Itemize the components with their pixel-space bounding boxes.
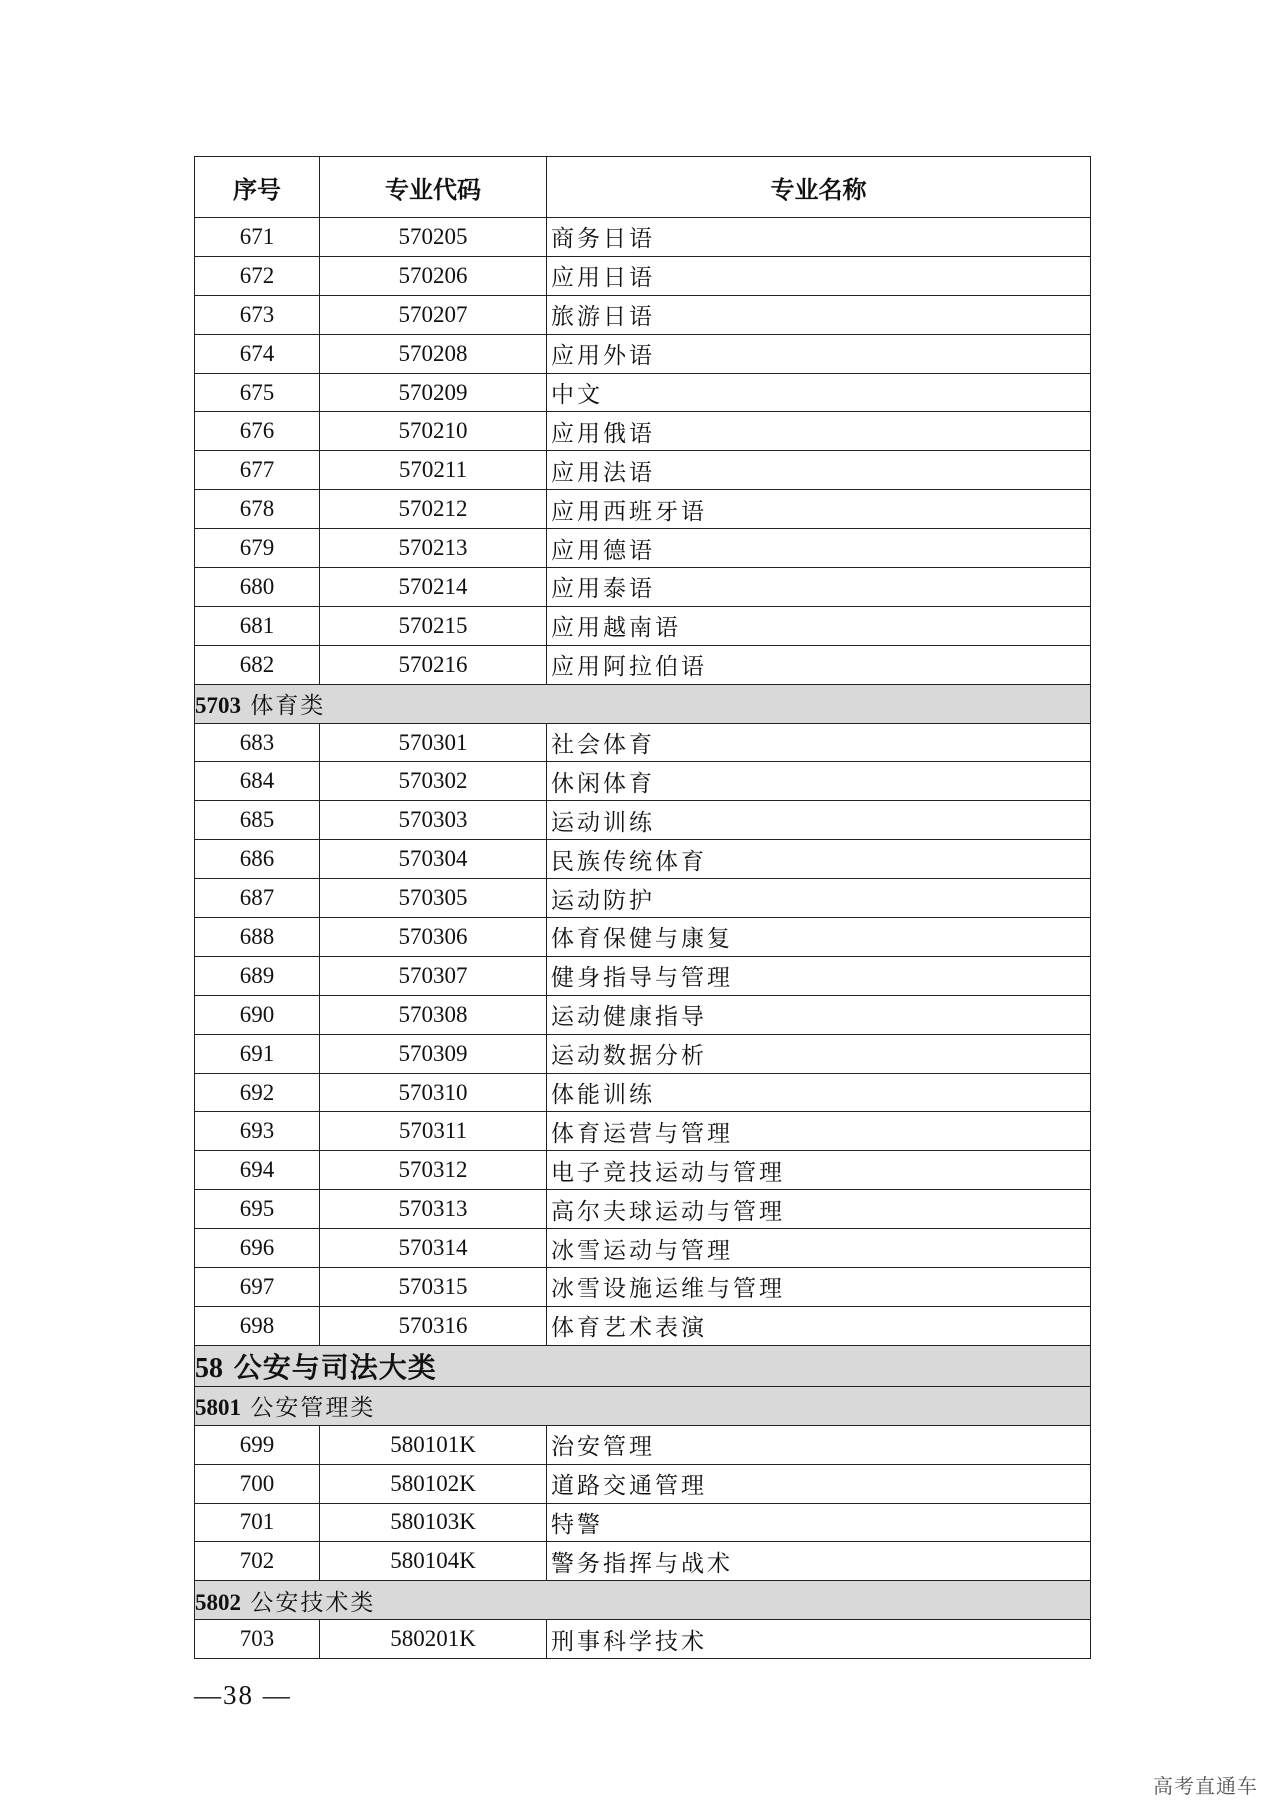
code-cell: 570304 (320, 840, 547, 879)
category-row (195, 1345, 1091, 1386)
table-header-row (195, 157, 1091, 218)
seq-cell: 672 (195, 256, 320, 295)
header-code: 专业代码 (320, 157, 547, 218)
seq-cell: 697 (195, 1268, 320, 1307)
code-cell: 570309 (320, 1034, 547, 1073)
table-row (195, 529, 1091, 568)
name-cell: 冰雪设施运维与管理 (547, 1268, 1091, 1307)
table-row (195, 334, 1091, 373)
code-cell: 570206 (320, 256, 547, 295)
code-cell: 570316 (320, 1306, 547, 1345)
table-row (195, 451, 1091, 490)
seq-cell: 674 (195, 334, 320, 373)
group-code: 5802 (195, 1589, 241, 1615)
code-cell: 570213 (320, 529, 547, 568)
name-cell: 社会体育 (547, 723, 1091, 762)
name-cell: 应用法语 (547, 451, 1091, 490)
code-cell: 570209 (320, 373, 547, 412)
name-cell: 应用俄语 (547, 412, 1091, 451)
code-cell: 580101K (320, 1425, 547, 1464)
group-cell (195, 684, 1091, 723)
seq-cell: 679 (195, 529, 320, 568)
name-cell: 刑事科学技术 (547, 1620, 1091, 1659)
code-cell: 570307 (320, 956, 547, 995)
code-cell: 570311 (320, 1112, 547, 1151)
table-row (195, 412, 1091, 451)
seq-cell: 699 (195, 1425, 320, 1464)
seq-cell: 686 (195, 840, 320, 879)
seq-cell: 684 (195, 762, 320, 801)
table-row (195, 995, 1091, 1034)
name-cell: 冰雪运动与管理 (547, 1229, 1091, 1268)
seq-cell: 692 (195, 1073, 320, 1112)
table-row (195, 218, 1091, 257)
code-cell: 580103K (320, 1503, 547, 1542)
table-row (195, 840, 1091, 879)
code-cell: 570211 (320, 451, 547, 490)
table-row (195, 1151, 1091, 1190)
seq-cell: 694 (195, 1151, 320, 1190)
group-code: 5703 (195, 693, 241, 719)
table-row (195, 568, 1091, 607)
table-row (195, 645, 1091, 684)
code-cell: 570215 (320, 606, 547, 645)
table-row (195, 1112, 1091, 1151)
name-cell: 中文 (547, 373, 1091, 412)
subcategory-row (195, 1386, 1091, 1425)
group-cell (195, 1581, 1091, 1620)
group-cell (195, 1345, 1091, 1386)
seq-cell: 703 (195, 1620, 320, 1659)
seq-cell: 690 (195, 995, 320, 1034)
table-row (195, 256, 1091, 295)
name-cell: 体育运营与管理 (547, 1112, 1091, 1151)
code-cell: 580201K (320, 1620, 547, 1659)
table-row (195, 879, 1091, 918)
code-cell: 570301 (320, 723, 547, 762)
name-cell: 治安管理 (547, 1425, 1091, 1464)
seq-cell: 677 (195, 451, 320, 490)
seq-cell: 683 (195, 723, 320, 762)
name-cell: 运动训练 (547, 801, 1091, 840)
seq-cell: 685 (195, 801, 320, 840)
seq-cell: 673 (195, 295, 320, 334)
seq-cell: 691 (195, 1034, 320, 1073)
seq-cell: 702 (195, 1542, 320, 1581)
table-body (195, 218, 1091, 1659)
table-row (195, 762, 1091, 801)
seq-cell: 680 (195, 568, 320, 607)
name-cell: 运动数据分析 (547, 1034, 1091, 1073)
code-cell: 570312 (320, 1151, 547, 1190)
table-row (195, 490, 1091, 529)
table-row (195, 1503, 1091, 1542)
code-cell: 570212 (320, 490, 547, 529)
seq-cell: 681 (195, 606, 320, 645)
seq-cell: 700 (195, 1464, 320, 1503)
code-cell: 570314 (320, 1229, 547, 1268)
seq-cell: 675 (195, 373, 320, 412)
seq-cell: 695 (195, 1190, 320, 1229)
table-row (195, 918, 1091, 957)
table-row (195, 1620, 1091, 1659)
name-cell: 应用阿拉伯语 (547, 645, 1091, 684)
code-cell: 570315 (320, 1268, 547, 1307)
table-row (195, 723, 1091, 762)
name-cell: 应用日语 (547, 256, 1091, 295)
name-cell: 特警 (547, 1503, 1091, 1542)
table-row (195, 606, 1091, 645)
group-label: 体育类 (250, 693, 326, 720)
table-row (195, 1190, 1091, 1229)
seq-cell: 682 (195, 645, 320, 684)
subcategory-row (195, 1581, 1091, 1620)
group-cell (195, 1386, 1091, 1425)
table-row (195, 801, 1091, 840)
watermark-text: 高考直通车 (1153, 1774, 1258, 1798)
header-seq: 序号 (195, 157, 320, 218)
name-cell: 电子竞技运动与管理 (547, 1151, 1091, 1190)
name-cell: 健身指导与管理 (547, 956, 1091, 995)
name-cell: 应用德语 (547, 529, 1091, 568)
seq-cell: 693 (195, 1112, 320, 1151)
code-cell: 570210 (320, 412, 547, 451)
name-cell: 体能训练 (547, 1073, 1091, 1112)
table-row (195, 295, 1091, 334)
code-cell: 570308 (320, 995, 547, 1034)
table-row (195, 1268, 1091, 1307)
header-name: 专业名称 (547, 157, 1091, 218)
group-label: 公安与司法大类 (233, 1350, 437, 1384)
seq-cell: 676 (195, 412, 320, 451)
subcategory-row (195, 684, 1091, 723)
name-cell: 运动防护 (547, 879, 1091, 918)
group-code: 58 (195, 1352, 223, 1384)
seq-cell: 696 (195, 1229, 320, 1268)
seq-cell: 678 (195, 490, 320, 529)
name-cell: 高尔夫球运动与管理 (547, 1190, 1091, 1229)
code-cell: 570207 (320, 295, 547, 334)
group-code: 5801 (195, 1395, 241, 1421)
name-cell: 体育保健与康复 (547, 918, 1091, 957)
name-cell: 道路交通管理 (547, 1464, 1091, 1503)
table-row (195, 956, 1091, 995)
name-cell: 应用西班牙语 (547, 490, 1091, 529)
group-label: 公安技术类 (250, 1589, 376, 1616)
table-row (195, 1542, 1091, 1581)
code-cell: 570310 (320, 1073, 547, 1112)
seq-cell: 687 (195, 879, 320, 918)
code-cell: 570306 (320, 918, 547, 957)
code-cell: 570313 (320, 1190, 547, 1229)
table-row (195, 1464, 1091, 1503)
code-cell: 570208 (320, 334, 547, 373)
name-cell: 运动健康指导 (547, 995, 1091, 1034)
table-row (195, 1306, 1091, 1345)
code-cell: 570303 (320, 801, 547, 840)
group-label: 公安管理类 (250, 1395, 376, 1422)
seq-cell: 701 (195, 1503, 320, 1542)
seq-cell: 698 (195, 1306, 320, 1345)
name-cell: 体育艺术表演 (547, 1306, 1091, 1345)
table-row (195, 373, 1091, 412)
seq-cell: 671 (195, 218, 320, 257)
table-row (195, 1425, 1091, 1464)
name-cell: 应用越南语 (547, 606, 1091, 645)
code-cell: 570216 (320, 645, 547, 684)
name-cell: 民族传统体育 (547, 840, 1091, 879)
page-number: —38 — (194, 1680, 292, 1710)
code-cell: 580102K (320, 1464, 547, 1503)
name-cell: 旅游日语 (547, 295, 1091, 334)
name-cell: 警务指挥与战术 (547, 1542, 1091, 1581)
table-row (195, 1034, 1091, 1073)
name-cell: 应用泰语 (547, 568, 1091, 607)
code-cell: 570305 (320, 879, 547, 918)
table-row (195, 1073, 1091, 1112)
code-cell: 580104K (320, 1542, 547, 1581)
code-cell: 570205 (320, 218, 547, 257)
majors-table (194, 156, 1091, 1659)
code-cell: 570214 (320, 568, 547, 607)
code-cell: 570302 (320, 762, 547, 801)
name-cell: 应用外语 (547, 334, 1091, 373)
seq-cell: 688 (195, 918, 320, 957)
name-cell: 休闲体育 (547, 762, 1091, 801)
seq-cell: 689 (195, 956, 320, 995)
name-cell: 商务日语 (547, 218, 1091, 257)
table-row (195, 1229, 1091, 1268)
